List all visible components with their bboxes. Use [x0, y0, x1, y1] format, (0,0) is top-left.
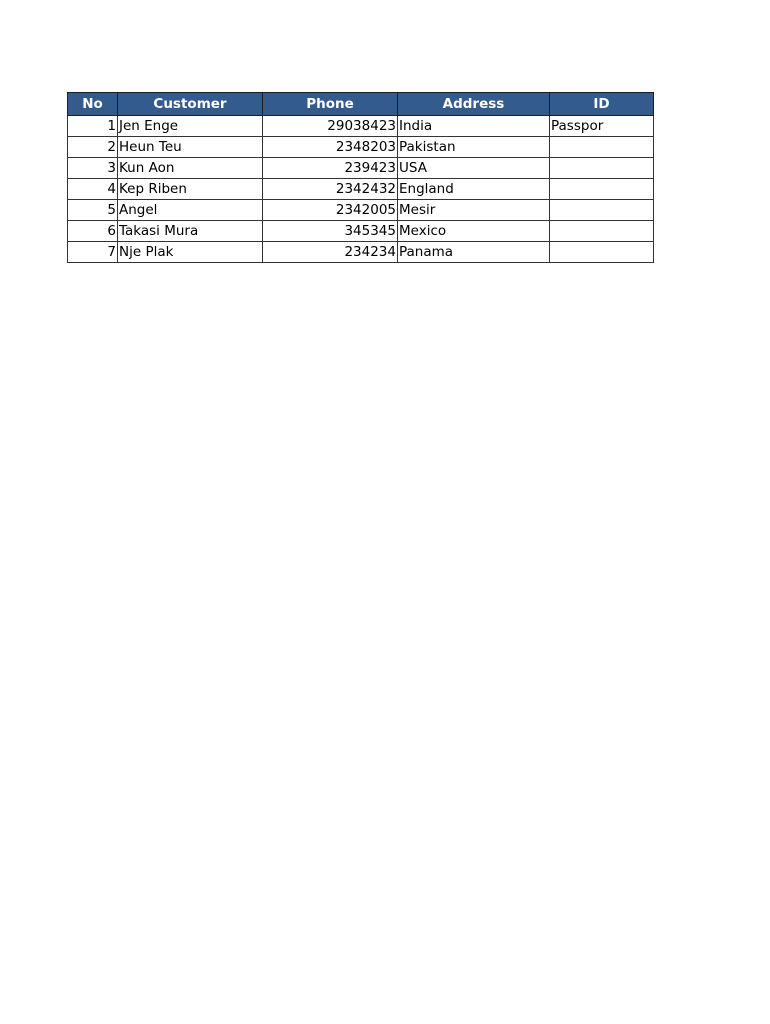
header-row [68, 93, 654, 116]
cell-id[interactable] [550, 137, 654, 158]
cell-phone[interactable]: 345345 [263, 221, 398, 242]
cell-id[interactable] [550, 242, 654, 263]
cell-no[interactable]: 7 [68, 242, 118, 263]
cell-id[interactable] [550, 200, 654, 221]
cell-customer[interactable]: Takasi Mura [118, 221, 263, 242]
cell-phone[interactable]: 239423 [263, 158, 398, 179]
cell-phone[interactable]: 234234 [263, 242, 398, 263]
cell-address[interactable]: England [398, 179, 550, 200]
cell-no[interactable]: 1 [68, 116, 118, 137]
customer-table [67, 92, 654, 263]
table-row [68, 200, 654, 221]
cell-no[interactable]: 4 [68, 179, 118, 200]
cell-address[interactable]: Mexico [398, 221, 550, 242]
cell-id[interactable] [550, 158, 654, 179]
header-phone[interactable]: Phone [263, 93, 398, 116]
cell-customer[interactable]: Nje Plak [118, 242, 263, 263]
cell-customer[interactable]: Kun Aon [118, 158, 263, 179]
header-no[interactable]: No [68, 93, 118, 116]
header-address[interactable]: Address [398, 93, 550, 116]
cell-address[interactable]: USA [398, 158, 550, 179]
cell-address[interactable]: India [398, 116, 550, 137]
table-row [68, 221, 654, 242]
cell-no[interactable]: 6 [68, 221, 118, 242]
cell-phone[interactable]: 29038423 [263, 116, 398, 137]
cell-address[interactable]: Panama [398, 242, 550, 263]
cell-phone[interactable]: 2348203 [263, 137, 398, 158]
cell-customer[interactable]: Jen Enge [118, 116, 263, 137]
table-row [68, 179, 654, 200]
table-row [68, 158, 654, 179]
header-customer[interactable]: Customer [118, 93, 263, 116]
cell-id[interactable]: Passpor [550, 116, 654, 137]
cell-no[interactable]: 2 [68, 137, 118, 158]
cell-no[interactable]: 3 [68, 158, 118, 179]
cell-customer[interactable]: Heun Teu [118, 137, 263, 158]
cell-address[interactable]: Pakistan [398, 137, 550, 158]
header-id[interactable]: ID [550, 93, 654, 116]
cell-id[interactable] [550, 179, 654, 200]
table-row [68, 137, 654, 158]
table-row [68, 242, 654, 263]
cell-phone[interactable]: 2342005 [263, 200, 398, 221]
cell-id[interactable] [550, 221, 654, 242]
cell-phone[interactable]: 2342432 [263, 179, 398, 200]
table-row [68, 116, 654, 137]
cell-address[interactable]: Mesir [398, 200, 550, 221]
cell-customer[interactable]: Angel [118, 200, 263, 221]
cell-customer[interactable]: Kep Riben [118, 179, 263, 200]
cell-no[interactable]: 5 [68, 200, 118, 221]
